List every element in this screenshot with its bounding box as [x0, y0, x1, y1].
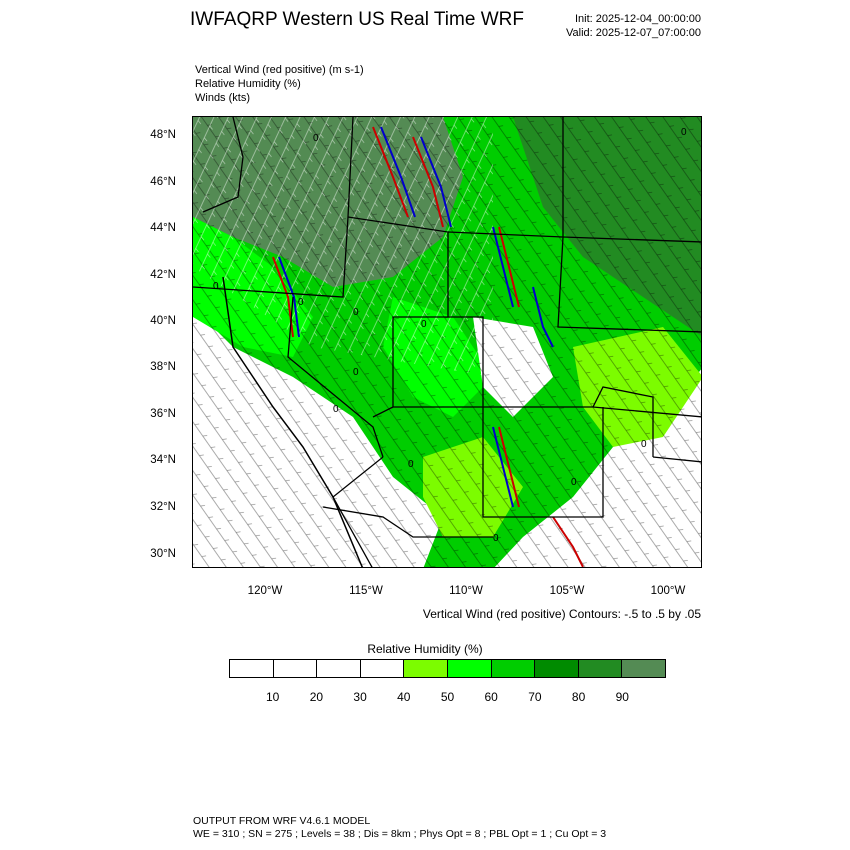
- colorbar-cell: [492, 660, 536, 677]
- contour-note: Vertical Wind (red positive) Contours: -.5 to .5 by .05: [422, 607, 701, 621]
- colorbar-cell: [579, 660, 623, 677]
- colorbar-cell: [448, 660, 492, 677]
- plot-title: IWFAQRP Western US Real Time WRF: [190, 9, 524, 30]
- contour-label: 0: [353, 307, 359, 318]
- field-label-relative-humidity: Relative Humidity (%): [195, 78, 301, 90]
- contour-label: 0: [313, 133, 319, 144]
- lat-tick: 44°N: [150, 222, 176, 234]
- lat-tick: 40°N: [150, 315, 176, 327]
- colorbar-label: 50: [440, 690, 455, 704]
- lat-tick: 48°N: [150, 129, 176, 141]
- colorbar-cell: [535, 660, 579, 677]
- colorbar-title: Relative Humidity (%): [367, 642, 483, 656]
- colorbar-label: 10: [266, 690, 280, 704]
- contour-label: 0: [421, 319, 427, 330]
- contour-label: 0: [681, 127, 687, 138]
- lat-tick: 38°N: [150, 361, 176, 373]
- contour-label: 0: [353, 367, 359, 378]
- colorbar-label: 60: [484, 690, 498, 704]
- lat-tick: 36°N: [150, 408, 176, 420]
- contour-label: 0: [641, 439, 647, 450]
- footer-settings: WE = 310 ; SN = 275 ; Levels = 38 ; Dis = 8km ; Phys Opt = 8 ; PBL Opt = 1 ; Cu Opt = 3: [193, 828, 607, 840]
- colorbar-cell: [622, 660, 665, 677]
- colorbar-cell: [230, 660, 274, 677]
- lat-tick: 30°N: [150, 548, 176, 560]
- lat-tick: 42°N: [150, 269, 176, 281]
- lon-tick: 110°W: [449, 585, 483, 597]
- lon-tick: 105°W: [549, 585, 585, 597]
- map-svg: [193, 117, 702, 568]
- map-panel: [192, 116, 702, 568]
- colorbar-label: 70: [528, 690, 542, 704]
- contour-label: 0: [408, 459, 414, 470]
- valid-time: Valid: 2025-12-07_07:00:00: [566, 27, 701, 39]
- lat-tick: 46°N: [150, 176, 176, 188]
- colorbar-cell: [361, 660, 405, 677]
- lon-tick: 100°W: [650, 585, 686, 597]
- contour-label: 0: [213, 281, 219, 292]
- colorbar: [229, 659, 666, 678]
- field-label-vertical-wind: Vertical Wind (red positive) (m s-1): [195, 64, 364, 76]
- colorbar-label: 40: [397, 690, 411, 704]
- colorbar-label: 30: [353, 690, 367, 704]
- contour-label: 0: [493, 533, 499, 544]
- colorbar-cell: [317, 660, 361, 677]
- colorbar-label: 80: [571, 690, 586, 704]
- init-time: Init: 2025-12-04_00:00:00: [575, 13, 701, 25]
- colorbar-label: 20: [309, 690, 324, 704]
- colorbar-cell: [274, 660, 318, 677]
- contour-label: 0: [571, 477, 577, 488]
- contour-label: 0: [298, 297, 304, 308]
- lat-tick: 32°N: [150, 501, 176, 513]
- lon-tick: 120°W: [247, 585, 283, 597]
- field-label-winds: Winds (kts): [195, 92, 250, 104]
- colorbar-cell: [404, 660, 448, 677]
- contour-label: 0: [333, 404, 339, 415]
- lon-tick: 115°W: [349, 585, 383, 597]
- lat-tick: 34°N: [150, 454, 176, 466]
- colorbar-label: 90: [615, 690, 629, 704]
- footer-model: OUTPUT FROM WRF V4.6.1 MODEL: [193, 815, 371, 827]
